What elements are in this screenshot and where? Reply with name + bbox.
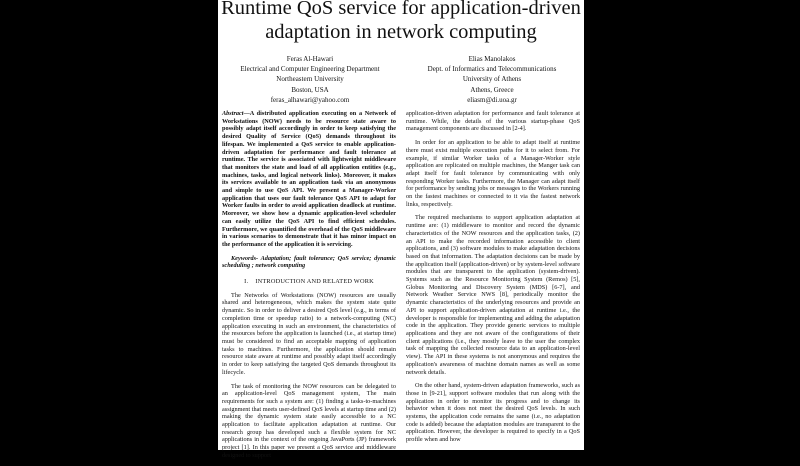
paper-title: Runtime QoS service for application-driven adaptation in network computing (221, 0, 581, 43)
abstract (222, 110, 396, 249)
body-paragraph: application-driven adaptation for performance and fault tolerance at runtime. While, the details of the various startup-phase QoS management components are discussed in [2-4]. (406, 110, 580, 133)
section-number: I. (244, 278, 249, 286)
left-column (222, 110, 396, 466)
author-email: feras_alhawari@yahoo.com (270, 95, 350, 104)
section-heading (222, 278, 396, 286)
abstract-label: Abstract (222, 110, 244, 117)
section-title: INTRODUCTION AND RELATED WORK (255, 278, 374, 286)
body-paragraph: On the other hand, system-driven adaptation frameworks, such as those in [9-21], support software modules that run along with the application in order to monitor its progress and to change its behavior when it does not meet the desired QoS levels. In such systems, the application code remains the same (i.e., no adaptation code is added) because the adaptation modules are transparent to the application. However, the developer is required to specify in a QoS profile when and how (406, 382, 580, 444)
author-name: Feras Al-Hawari (286, 55, 334, 63)
body-paragraph: The required mechanisms to support application adaptation at runtime are: (1) middleware to monitor and record the dynamic characteristics of the NOW resources and the application tasks, (2) an API to make the recorded information accessible to client applications, and (3) software modules to make adaptation decisions based on that information. The adaptation decisions can be made by the application itself (application-driven) or by system-level software modules that are transparent to the application (system-driven). Systems such as the Resource Monitoring System (Remos) [5], Globus Monitoring and Discovery System (MDS) [6-7], and Network Weather Service NWS [8], periodically monitor the dynamic characteristics of the underlying resources and provide an API to support application-driven adaptation at runtime i.e., the developer is responsible for implementing and adding the adaptation code in the application. They provide generic services to multiple applications and they are not aware of the configurations of their client applications (i.e., they mostly leave to the user the complex task of mapping the collected resource data to an application-level view). The API in these systems is not anonymous and requires the application's awareness of machine domain names as well as some network details. (406, 214, 580, 376)
keywords (222, 255, 396, 270)
author-location: Athens, Greece (470, 85, 514, 94)
author-department: Electrical and Computer Engineering Department (240, 65, 380, 74)
paper-page (218, 0, 584, 459)
author-location: Boston, USA (291, 85, 329, 94)
author-email: eliasm@di.uoa.gr (467, 95, 517, 104)
body-paragraph: The Networks of Workstations (NOW) resources are usually shared and heterogeneous, which makes the system state quite dynamic. So in order to deliver a desired QoS level (e.g., in terms of completion time or speedup ratio) to a network-computing (NC) application executing in such an environment, the characteristics of the resources before the application is launched (i.e., at startup time) must be considered to find an acceptable mapping of application tasks to machines. Furthermore, the application should remain resource state aware at runtime and possibly adapt itself accordingly in order to keep satisfying the targeted QoS demands throughout its lifecycle. (222, 291, 396, 376)
keywords-text: Adaptation; fault tolerance; QoS service; dynamic scheduling ; network computing (222, 254, 396, 270)
author-department: Dept. of Informatics and Telecommunications (427, 65, 557, 74)
author-organization: University of Athens (462, 75, 522, 84)
right-column (406, 110, 580, 450)
abstract-text: —A distributed application executing on a Network of Workstations (NOW) needs to be resource state aware to possibly adapt itself accordingly in order to keep satisfying the desired Quality of Service (QoS) demands throughout its lifespan. We implemented a QoS service to enable application-driven adaptation for performance and fault tolerance at runtime. The service is associated with lightweight middleware that monitors the state and load of all application entities (e.g., machines, tasks, and logical network links). Moreover, it makes its services available to an application task via an anonymous and simple to use QoS API. We present a Manager-Worker application that uses our fault tolerance QoS API to adapt for Worker faults in order to avoid application deadlock at runtime. Moreover, we show how a dynamic application-level scheduler can easily utilize the QoS API to find efficient schedules. Furthermore, we quantified the overhead of the QoS middleware in various scenarios to demonstrate that it has minor impact on the performance of the application it is servicing. (222, 110, 396, 248)
author-name: Elias Manolakos (468, 55, 516, 63)
author-block-2 (404, 54, 580, 105)
author-organization: Northeastern University (276, 75, 344, 84)
author-block-1 (222, 54, 398, 105)
keywords-label: Keywords- (231, 254, 259, 262)
body-paragraph: In order for an application to be able to adapt itself at runtime there must exist multiple execution paths for it to select from. For example, if similar Worker tasks of a Manager-Worker style application are replicated on multiple machines, the Manger task can adapt itself for fault tolerance by communicating with only responding Worker tasks. Furthermore, the Manager can adapt itself for performance by sending jobs or messages to the Workers running on the fastest machines or connected to it via the fastest network links, respectively. (406, 139, 580, 208)
body-paragraph: The task of monitoring the NOW resources can be delegated to an application-level QoS management system, The main requirements for such a system are: (1) finding a tasks-to-machines assignment that meets user-defined QoS levels at startup time and (2) making the dynamic system state easily accessible to a NC application to facilitate application adaptation at runtime. Our research group has developed such a flexible system for NC applications in the context of the ongoing JavaPorts (JP) framework project [1]. In this paper we present a QoS service and middleware designed to support (222, 382, 396, 459)
